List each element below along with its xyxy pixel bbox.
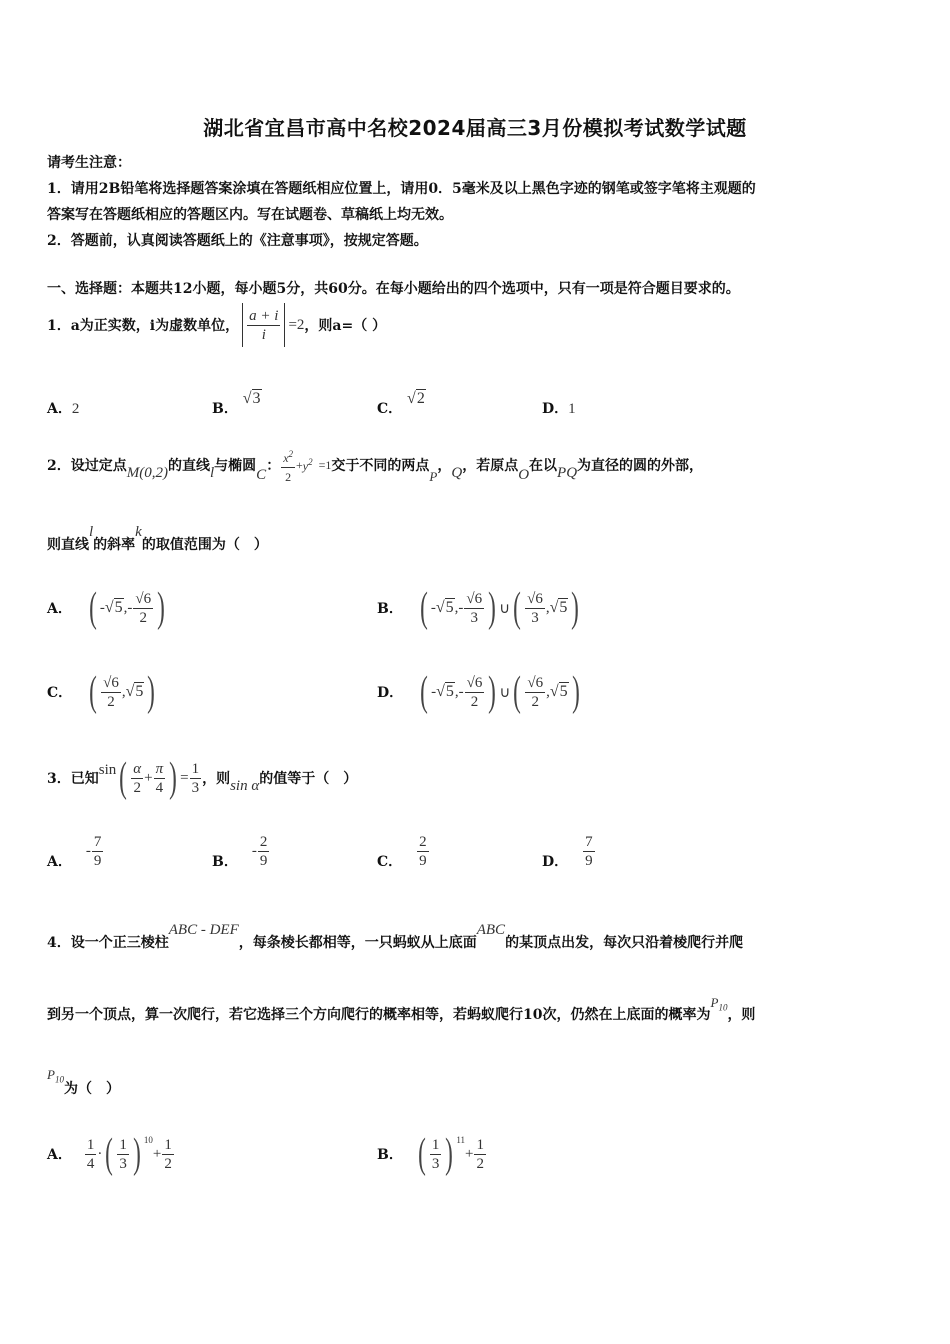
notice-heading: 请考生注意： <box>47 155 131 171</box>
section-heading: 一、选择题：本题共12小题，每小题5分，共60分。在每小题给出的四个选项中，只有一项是符合题目要求的。 <box>47 281 740 297</box>
notice-line-3: 2．答题前，认真阅读答题纸上的《注意事项》，按规定答题。 <box>47 233 428 249</box>
question-2-line-1: 2．设过定点 M(0,2) 的直线 l 与椭圆 C ： $\frac{x^2}{2}$ + $y^2$ =1 交于不同的两点 P ， Q ，若原点 O 在以 PQ 为直径的圆的外部， <box>47 442 703 488</box>
question-3: 3．已知 sin ( $\frac{\alpha}{2}$ + $\frac{\pi}{4}$ ) = $\frac{1}{3}$ ，则 sin α 的值等于（ ） <box>47 755 358 801</box>
question-4-line-2: 到另一个顶点，算一次爬行，若它选择三个方向爬行的概率相等，若蚂蚁爬行10次，仍然在上底面的概率为 $P_{10}$ ，则 <box>47 995 756 1023</box>
notice-line-2: 答案写在答题纸相应的答题区内。写在试题卷、草稿纸上均无效。 <box>47 207 453 223</box>
q1-option-a: A．2 <box>47 401 80 417</box>
question-4-line-1: 4．设一个正三棱柱 ABC - DEF ，每条棱长都相等，一只蚂蚁从上底面 ABC 的某顶点出发，每次只沿着棱爬行并爬 <box>47 921 744 951</box>
notice-line-1: 1．请用2B铅笔将选择题答案涂填在答题纸相应位置上，请用0．5毫米及以上黑色字迹的钢笔或签字笔将主观题的 <box>47 181 756 197</box>
question-1: 1．a为正实数，i为虚数单位， $\frac{a + i}{i}$ =2 ，则a=（ ） <box>47 302 386 348</box>
q1-stem: 1．a为正实数，i为虚数单位， <box>47 318 240 334</box>
q3-option-c: C． $\frac{2}{9}$ <box>377 833 427 870</box>
q2-option-b: B． ( - √5 , - $\frac{√6}{3}$ ) ∪ ( $\frac{√6}{3}$ , √5 ) <box>377 585 580 631</box>
q1-option-d: D．1 <box>542 401 576 417</box>
page-title: 湖北省宜昌市高中名校2024届高三3月份模拟考试数学试题 <box>203 116 747 140</box>
q1-option-c: C． √2 <box>377 390 425 417</box>
q4-option-b: B． ( $\frac{1}{3}$ ) 11 + $\frac{1}{2}$ <box>377 1131 484 1177</box>
q1-option-b: B． √3 <box>212 390 261 417</box>
ellipse-x-term: $\frac{x^2}{2}$ <box>281 445 295 486</box>
abs-bar-right <box>284 303 285 347</box>
q3-option-a: A． - $\frac{7}{9}$ <box>47 833 102 870</box>
q2-option-d: D． ( - √5 , - $\frac{√6}{2}$ ) ∪ ( $\frac{√6}{2}$ , √5 ) <box>377 669 580 715</box>
abs-bar-left <box>242 303 243 347</box>
question-4-line-3: $P_{10}$ 为（ ） <box>47 1067 120 1097</box>
q3-option-d: D． $\frac{7}{9}$ <box>542 833 593 870</box>
q3-option-b: B． - $\frac{2}{9}$ <box>212 833 268 870</box>
q1-fraction: $\frac{a + i}{i}$ <box>249 307 279 343</box>
question-2-line-2: 则直线 l 的斜率 k 的取值范围为（ ） <box>47 523 268 553</box>
q2-option-a: A． ( - √5 , - $\frac{√6}{2}$ ) <box>47 585 165 631</box>
q2-option-c: C． ( $\frac{√6}{2}$ , √5 ) <box>47 669 156 715</box>
q4-option-a: A． $\frac{1}{4}$ · ( $\frac{1}{3}$ ) 10 + $\frac{1}{2}$ <box>47 1131 172 1177</box>
